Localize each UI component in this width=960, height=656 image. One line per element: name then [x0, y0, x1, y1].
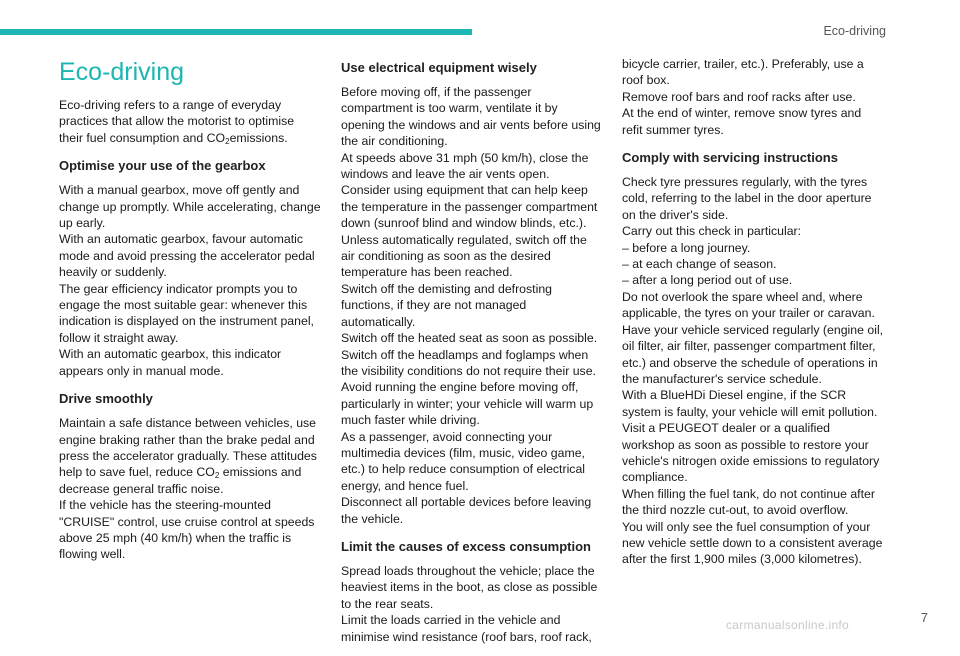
text-line: Switch off the demisting and defrosting functions, if they are not managed automatically. [341, 281, 552, 329]
text-line: – before a long journey. [622, 240, 751, 255]
column-2 [341, 55, 603, 656]
text-line: – at each change of season. [622, 257, 777, 272]
co2-subscript: 2 [214, 471, 220, 481]
electrical-heading: Use electrical equipment wisely [341, 60, 537, 75]
text-line: Consider using equipment that can help keep the temperature in the passenger compartment down (sunroof blind and window blinds, etc.). [341, 183, 598, 231]
electrical-paragraph [341, 84, 603, 527]
text-line: Switch off the heated seat as soon as possible. [341, 331, 598, 346]
text-line: Disconnect all portable devices before leaving the vehicle. [341, 495, 592, 526]
text-line: At speeds above 31 mph (50 km/h), close the windows and leave the air vents open. [341, 150, 589, 182]
text-line: Spread loads throughout the vehicle; place the heaviest items in the boot, as close as possible to the rear seats. [341, 563, 598, 611]
text-line: Check tyre pressures regularly, with the tyres cold, referring to the label in the door aperture on the driver's side. [622, 175, 872, 222]
column-1 [59, 55, 321, 574]
text-line: With a BlueHDi Diesel engine, if the SCR system is faulty, your vehicle will emit pollution. Visit a PEUGEOT dealer or a qualified workshop as soon as possible to restore your vehicle's nitrogen oxide emissions to regulatory compliance. [622, 388, 880, 485]
text-line: Limit the loads carried in the vehicle and minimise wind resistance (roof bars, roof rack, [341, 613, 592, 644]
text-line: When filling the fuel tank, do not continue after the third nozzle cut-out, to avoid overflow. [622, 486, 875, 518]
intro-paragraph [59, 97, 321, 146]
gearbox-heading: Optimise your use of the gearbox [59, 158, 266, 174]
smooth-heading: Drive smoothly [59, 391, 153, 407]
text-line: Avoid running the engine before moving off, particularly in winter; your vehicle will warm up much faster while driving. [341, 380, 594, 428]
text-line: With a manual gearbox, move off gently and change up promptly. While accelerating, change up early. [59, 183, 321, 231]
page-title: Eco-driving [59, 58, 185, 86]
page-number: 7 [920, 610, 928, 625]
gearbox-paragraph [59, 182, 321, 379]
continued-paragraph [622, 56, 884, 138]
text-line: Switch off the headlamps and foglamps when the visibility conditions do not require their use. [341, 347, 596, 378]
text-line: Carry out this check in particular: [622, 224, 802, 239]
intro-text [59, 98, 294, 145]
text-line: Unless automatically regulated, switch off the air conditioning as soon as the desired temperature has been reached. [341, 232, 587, 280]
excess-paragraph [341, 563, 603, 645]
column-3 [622, 56, 884, 579]
smooth-text-end: emissions and decrease general traffic noise. [59, 465, 302, 496]
text-line: – after a long period out of use. [622, 273, 793, 288]
text-line: bicycle carrier, trailer, etc.). Preferably, use a roof box. [622, 57, 864, 88]
text-line: As a passenger, avoid connecting your multimedia devices (film, music, video game, etc.) to help reduce consumption of electrical energy, and hence fuel. [341, 429, 586, 493]
co2-subscript: 2 [225, 136, 230, 146]
text-line: With an automatic gearbox, this indicator appears only in manual mode. [59, 347, 282, 378]
watermark: carmanualsonline.info [726, 618, 850, 632]
servicing-heading: Comply with servicing instructions [622, 150, 838, 166]
intro-text-main: Eco-driving refers to a range of everyday practices that allow the motorist to optimise their fuel consumption and CO [59, 98, 295, 145]
text-line: At the end of winter, remove snow tyres and refit summer tyres. [622, 106, 862, 137]
intro-text-end: emissions. [229, 130, 288, 145]
smooth-text [59, 415, 321, 497]
text-line: You will only see the fuel consumption of your new vehicle settle down to a consistent average after the first 1,900 miles (3,000 kilometres). [622, 519, 883, 567]
smooth-text-main: Maintain a safe distance between vehicles, use engine braking rather than the brake pedal and press the accelerator gradually. These attitudes help to save fuel, reduce CO [59, 416, 317, 480]
smooth-paragraph [59, 415, 321, 563]
text-line: The gear efficiency indicator prompts you to engage the most suitable gear: whenever this indication is displayed on the instrument panel, follow it straight away. [59, 281, 314, 345]
text-line: With an automatic gearbox, favour automatic mode and avoid pressing the accelerator pedal heavily or suddenly. [59, 232, 315, 280]
text-line: Before moving off, if the passenger compartment is too warm, ventilate it by opening the windows and air vents before using the air conditioning. [341, 85, 601, 149]
text-line: Remove roof bars and roof racks after use. [622, 89, 856, 104]
running-head: Eco-driving [823, 24, 886, 38]
text-line: Have your vehicle serviced regularly (engine oil, oil filter, air filter, passenger compartment filter, etc.) and observe the schedule of operations in the manufacturer's service schedule. [622, 322, 884, 386]
text-line: Do not overlook the spare wheel and, where applicable, the tyres on your trailer or caravan. [622, 289, 875, 321]
header-accent-bar [0, 29, 472, 35]
cruise-text: If the vehicle has the steering-mounted "CRUISE" control, use cruise control at speeds above 25 mph (40 km/h) when the traffic is flowing well. [59, 498, 315, 562]
servicing-paragraph [622, 174, 884, 568]
excess-heading: Limit the causes of excess consumption [341, 538, 591, 554]
